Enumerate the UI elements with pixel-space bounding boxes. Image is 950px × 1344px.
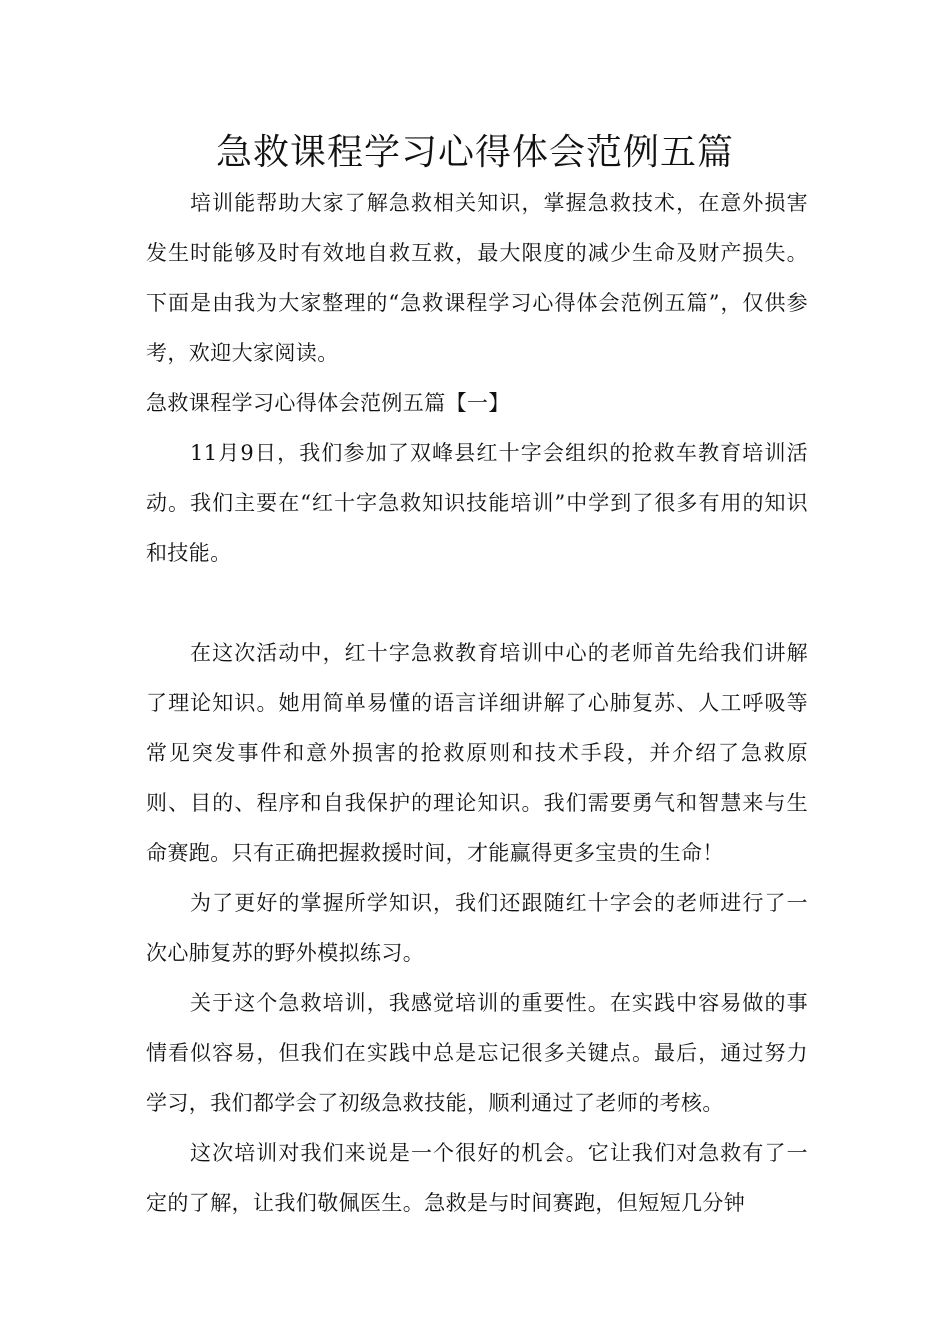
paragraph-4: 关于这个急救培训，我感觉培训的重要性。在实践中容易做的事情看似容易，但我们在实践中总是忘记很多关键点。最后，通过努力学习，我们都学会了初级急救技能，顺利通过了老师的考核。 [146, 991, 808, 1115]
paragraph-2: 在这次活动中，红十字急救教育培训中心的老师首先给我们讲解了理论知识。她用简单易懂的语言详细讲解了心肺复苏、人工呼吸等常见突发事件和意外损害的抢救原则和技术手段，并介绍了急救原则、目的、程序和自我保护的理论知识。我们需要勇气和智慧来与生命赛跑。只有正确把握救援时间，才能赢得更多宝贵的生命！ [146, 641, 808, 865]
blank-line [146, 578, 808, 628]
section-heading: 急救课程学习心得体会范例五篇【一】 [146, 391, 510, 415]
paragraph-5: 这次培训对我们来说是一个很好的机会。它让我们对急救有了一定的了解，让我们敬佩医生。急救是与时间赛跑，但短短几分钟 [146, 1141, 808, 1215]
intro-paragraph: 培训能帮助大家了解急救相关知识，掌握急救技术，在意外损害发生时能够及时有效地自救互救，最大限度的减少生命及财产损失。下面是由我为大家整理的“急救课程学习心得体会范例五篇”，仅供参考，欢迎大家阅读。 [146, 191, 808, 365]
document-title: 急救课程学习心得体会范例五篇 [215, 132, 734, 173]
paragraph-1: 11月9日，我们参加了双峰县红十字会组织的抢救车教育培训活动。我们主要在“红十字急救知识技能培训”中学到了很多有用的知识和技能。 [146, 441, 808, 565]
document-body [146, 178, 808, 1228]
paragraph-3: 为了更好的掌握所学知识，我们还跟随红十字会的老师进行了一次心肺复苏的野外模拟练习。 [146, 891, 808, 965]
